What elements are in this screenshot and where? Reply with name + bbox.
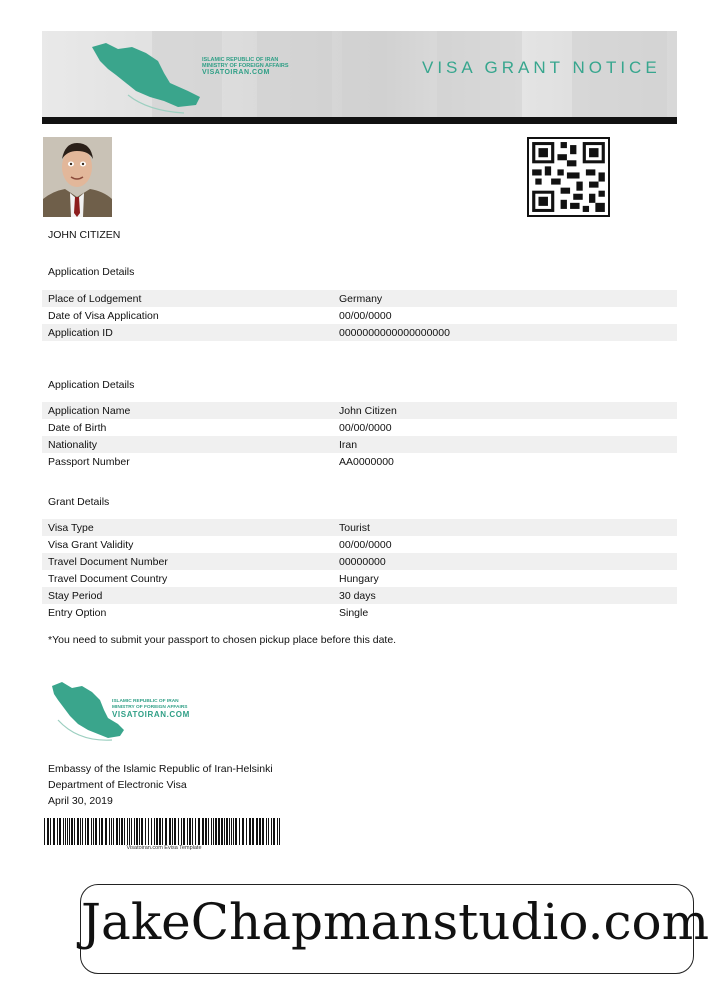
row-label: Application ID [48,326,113,339]
header-banner [42,31,677,119]
row-label: Visa Grant Validity [48,538,134,551]
row-value: 00/00/0000 [339,538,392,551]
barcode-bar [229,818,230,845]
banner-photo-tile [342,31,387,119]
section-title-applicant: Application Details [48,379,135,391]
header-org-site: VISATOIRAN.COM [202,69,270,76]
row-label: Entry Option [48,606,107,619]
row-value: 0000000000000000000 [339,326,450,339]
barcode-bar [218,818,220,845]
row-value: 00000000 [339,555,386,568]
barcode-bar [211,818,212,845]
row-value: 00/00/0000 [339,309,392,322]
barcode-bar [148,818,149,845]
barcode-bar [221,818,223,845]
footer-org-site: VISATOIRAN.COM [112,710,190,719]
grant-details-table [42,519,677,621]
table-row [42,324,677,341]
barcode-bar [124,818,125,845]
barcode-bar [101,818,103,845]
table-row [42,570,677,587]
barcode-bar [235,818,237,845]
barcode-bar [121,818,123,845]
row-label: Date of Birth [48,421,107,434]
barcode-bar [99,818,100,845]
page-title: VISA GRANT NOTICE [422,58,661,77]
embassy-address [48,761,273,809]
barcode-bar [277,818,278,845]
department-name: Department of Electronic Visa [48,779,187,791]
table-row [42,536,677,553]
barcode-bar [95,818,97,845]
barcode-bar [85,818,86,845]
section-title-grant: Grant Details [48,496,110,508]
barcode-bar [119,818,120,845]
barcode-bar [111,818,112,845]
row-label: Date of Visa Application [48,309,159,322]
issue-date: April 30, 2019 [48,795,113,807]
barcode-bar [195,818,196,845]
barcode-bar [91,818,92,845]
row-value: Germany [339,292,383,305]
barcode-bar [57,818,58,845]
barcode-bar [189,818,191,845]
header-org-line1: ISLAMIC REPUBLIC OF IRAN [202,57,279,63]
qr-code-icon [529,139,608,215]
barcode-bar [109,818,110,845]
barcode-bar [63,818,64,845]
row-value: Iran [339,438,358,451]
table-row [42,307,677,324]
barcode-bar [77,818,79,845]
row-label: Travel Document Country [48,572,168,585]
header-organization [202,57,289,76]
row-label: Visa Type [48,521,94,534]
barcode-bar [156,818,158,845]
barcode-bar [59,818,61,845]
barcode-bar [213,818,214,845]
barcode-bar [154,818,155,845]
table-row [42,402,677,419]
row-value: AA0000000 [339,455,394,468]
barcode-bar [172,818,173,845]
applicant-details-table [42,402,677,470]
header-org-line2: MINISTRY OF FOREIGN AFFAIRS [202,63,289,69]
row-label: Travel Document Number [48,555,168,568]
barcode-bar [151,818,152,845]
barcode-bar [53,818,55,845]
barcode-bar [141,818,143,845]
barcode-bar [169,818,171,845]
row-label: Stay Period [48,589,103,602]
table-row [42,290,677,307]
watermark-box [80,884,710,974]
barcode-bar [273,818,275,845]
barcode-bar [87,818,89,845]
barcode-bar [205,818,207,845]
barcode-bar [162,818,163,845]
row-label: Passport Number [48,455,130,468]
barcode-bar [65,818,66,845]
barcode-bar [231,818,232,845]
barcode-bar [208,818,209,845]
applicant-photo [43,137,112,217]
footer-organization [112,699,190,718]
barcode-bar [224,818,225,845]
barcode-bar [116,818,118,845]
pickup-note: *You need to submit your passport to chosen pickup place before this date. [48,634,397,646]
barcode [44,818,284,845]
barcode-bar [268,818,269,845]
barcode-bar [256,818,258,845]
row-label: Nationality [48,438,98,451]
row-value: 30 days [339,589,376,602]
barcode-bar [145,818,146,845]
barcode-bar [233,818,234,845]
row-label: Place of Lodgement [48,292,142,305]
table-row [42,587,677,604]
barcode-bar [82,818,83,845]
embassy-name: Embassy of the Islamic Republic of Iran-Helsinki [48,763,273,775]
barcode-bar [279,818,280,845]
footer-org-line1: ISLAMIC REPUBLIC OF IRAN [112,699,179,704]
iran-map-icon [88,39,208,117]
barcode-bar [262,818,264,845]
barcode-bar [44,818,45,845]
barcode-bar [47,818,49,845]
barcode-bar [159,818,161,845]
barcode-bar [113,818,114,845]
section-title-application: Application Details [48,266,135,278]
barcode-bar [69,818,70,845]
barcode-bar [136,818,138,845]
barcode-bar [127,818,128,845]
barcode-bar [252,818,254,845]
barcode-bar [129,818,130,845]
barcode-bar [93,818,94,845]
table-row [42,519,677,536]
row-value: 00/00/0000 [339,421,392,434]
watermark-text: JakeChapmanstudio.com [81,893,710,951]
barcode-bar [50,818,51,845]
barcode-bar [259,818,261,845]
barcode-bar [139,818,140,845]
barcode-bar [192,818,193,845]
row-value: Single [339,606,369,619]
barcode-bar [105,818,107,845]
barcode-bar [271,818,272,845]
barcode-bar [174,818,176,845]
barcode-bar [74,818,75,845]
row-value: Tourist [339,521,370,534]
barcode-bar [165,818,167,845]
footer-org-line2: MINISTRY OF FOREIGN AFFAIRS [112,704,188,710]
barcode-bar [239,818,240,845]
barcode-bar [242,818,244,845]
barcode-bar [134,818,135,845]
table-row [42,453,677,470]
barcode-bar [178,818,179,845]
barcode-bar [71,818,73,845]
barcode-bar [249,818,251,845]
barcode-bar [215,818,217,845]
barcode-bar [80,818,81,845]
table-row [42,436,677,453]
barcode-bar [198,818,200,845]
row-label: Application Name [48,404,131,417]
barcode-caption: Visatoiran.com Evisa Template [126,845,202,851]
table-row [42,553,677,570]
barcode-bar [226,818,228,845]
row-value: Hungary [339,572,379,585]
applicant-name: JOHN CITIZEN [48,229,121,241]
barcode-bar [131,818,132,845]
table-row [42,419,677,436]
barcode-bar [202,818,204,845]
header-divider [42,117,677,124]
application-details-table [42,290,677,341]
qr-code [527,137,610,217]
barcode-bar [246,818,247,845]
barcode-bar [187,818,188,845]
barcode-bar [183,818,185,845]
barcode-bar [181,818,182,845]
table-row [42,604,677,621]
barcode-bar [266,818,267,845]
row-value: John Citizen [339,404,397,417]
barcode-bar [67,818,68,845]
